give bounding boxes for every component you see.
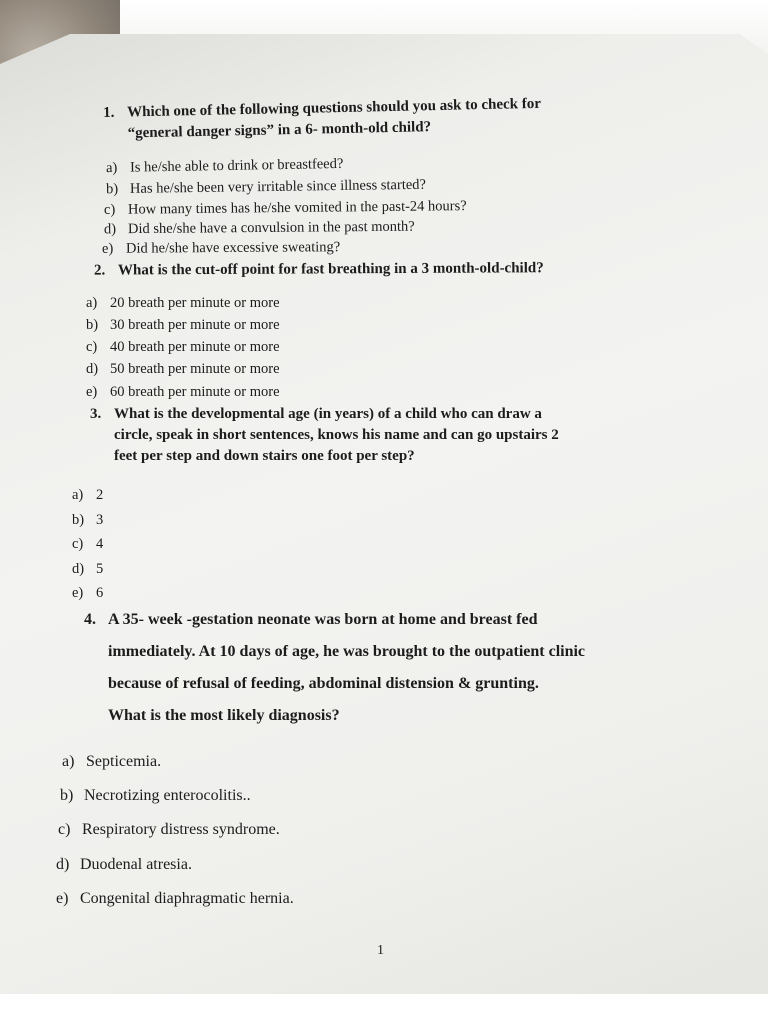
question-4 — [84, 604, 704, 732]
option-1e: e) Did he/she have excessive sweating? — [101, 239, 341, 257]
option-4e: e) Congenital diaphragmatic hernia. — [56, 890, 294, 907]
question-text: A 35- week -gestation neonate was born at home and breast fed — [108, 611, 538, 628]
question-text: because of refusal of feeding, abdominal distension & grunting. — [108, 675, 539, 692]
page-number: 1 — [377, 943, 384, 958]
question-text: circle, speak in short sentences, knows his name and can go upstairs 2 — [114, 427, 559, 443]
option-3e: e) 6 — [72, 585, 104, 601]
question-text: What is the developmental age (in years) of a child who can draw a — [114, 406, 542, 422]
question-number: 4. — [84, 611, 96, 628]
option-3a: a) 2 — [72, 487, 104, 503]
option-2e: e) 60 breath per minute or more — [86, 384, 280, 400]
option-3d: d) 5 — [72, 561, 104, 577]
option-3b: b) 3 — [72, 512, 104, 528]
option-2d: d) 50 breath per minute or more — [86, 361, 280, 377]
option-4c: c) Respiratory distress syndrome. — [58, 821, 280, 838]
background-bottom — [0, 994, 768, 1024]
question-number: 1. — [103, 104, 115, 121]
option-2c: c) 40 breath per minute or more — [86, 339, 280, 355]
question-text: “general danger signs” in a 6- month-old child? — [127, 119, 432, 142]
question-number: 3. — [90, 406, 102, 422]
question-2 — [94, 257, 694, 281]
question-text: What is the most likely diagnosis? — [108, 707, 340, 724]
question-text: Which one of the following questions should you ask to check for — [127, 95, 542, 121]
question-number: 2. — [93, 262, 106, 279]
option-3c: c) 4 — [72, 536, 104, 552]
option-2a: a) 20 breath per minute or more — [86, 295, 280, 311]
option-2b: b) 30 breath per minute or more — [86, 317, 280, 333]
question-text: immediately. At 10 days of age, he was brought to the outpatient clinic — [108, 643, 586, 660]
question-text: feet per step and down stairs one foot per step? — [114, 448, 415, 464]
question-text: What is the cut-off point for fast breathing in a 3 month-old-child? — [117, 260, 544, 279]
option-4b: b) Necrotizing enterocolitis.. — [60, 787, 251, 804]
option-1b: b) Has he/she been very irritable since illness started? — [105, 176, 427, 198]
option-1d: d) Did she/she have a convulsion in the past month? — [103, 218, 415, 238]
option-1a: a) Is he/she able to drink or breastfeed? — [105, 155, 344, 177]
question-3 — [90, 404, 700, 467]
option-1c: c) How many times has he/she vomited in the past-24 hours? — [103, 198, 467, 218]
option-4d: d) Duodenal atresia. — [56, 856, 192, 873]
option-4a: a) Septicemia. — [62, 753, 162, 770]
